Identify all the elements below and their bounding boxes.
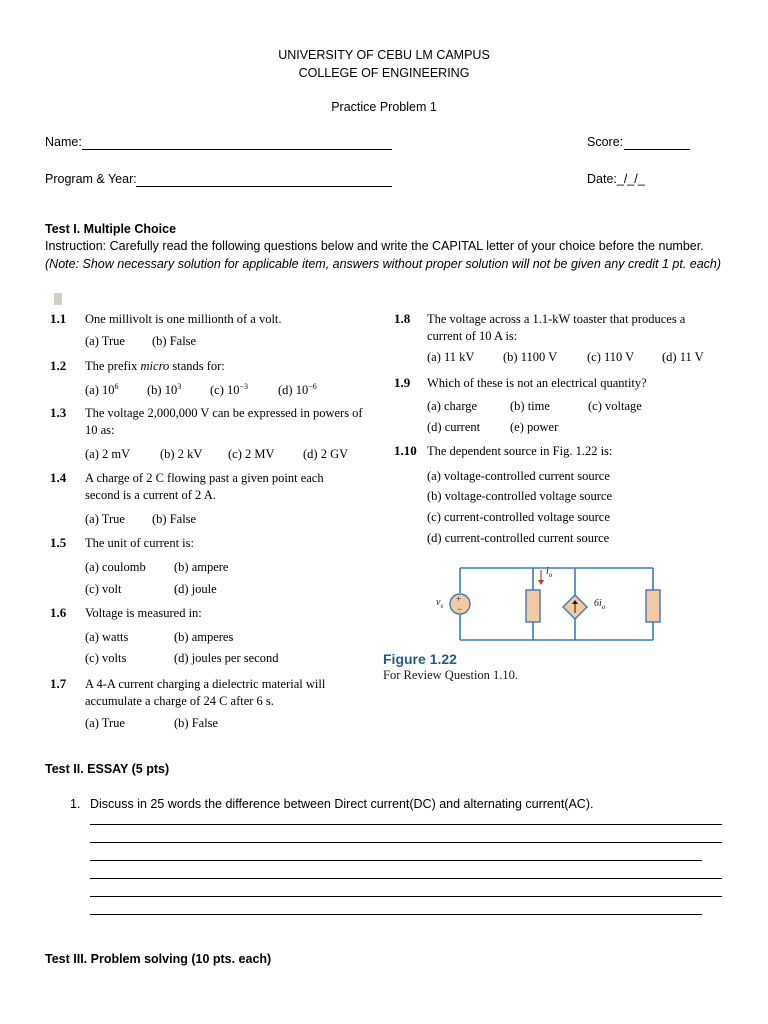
q1-1-option-a: (a) True (85, 334, 125, 348)
test1-note: (Note: Show necessary solution for applicable item, answers without proper solution will not be given any credit 1 pt. each) (45, 257, 722, 271)
q1-4-option-b: (b) False (152, 512, 197, 526)
q1-8-text: The voltage across a 1.1-kW toaster that produces a current of 10 A is: (427, 312, 686, 343)
figure-caption-text: For Review Question 1.10. (383, 668, 519, 682)
q1-2-text: The prefix micro stands for: (85, 359, 225, 373)
source-label: $v_s$ (436, 597, 444, 610)
figure-caption-title: Figure 1.22 (383, 651, 457, 667)
q1-3-option-c: (c) 2 MV (228, 447, 275, 461)
q1-2-option-b: (b) $10^3$ (147, 382, 182, 398)
q1-9-option-a: (a) charge (427, 399, 478, 413)
q1-3-text: The voltage 2,000,000 V can be expressed in powers of 10 as: (85, 406, 363, 437)
q1-10-option-b: (b) voltage-controlled voltage source (427, 489, 612, 503)
q1-3-option-d: (d) 2 GV (303, 447, 349, 461)
q1-9-text: Which of these is not an electrical quantity? (427, 376, 647, 390)
q1-10-option-d: (d) current-controlled current source (427, 531, 610, 545)
q1-2-option-d: (d) $10^{-6}$ (278, 382, 317, 398)
resistor-icon (646, 590, 660, 622)
date-field[interactable]: Date:_/_/_ (587, 172, 645, 186)
q1-5-option-a: (a) coulomb (85, 560, 146, 574)
q1-8-option-a: (a) 11 kV (427, 350, 475, 364)
q1-8-option-d: (d) 11 V (662, 350, 704, 364)
q1-4-option-a: (a) True (85, 512, 125, 526)
score-label: Score: (587, 135, 624, 149)
q1-2-number: 1.2 (50, 358, 67, 373)
dependent-source-label: $6i_o$ (594, 598, 606, 611)
q1-4-text: A charge of 2 C flowing past a given point each second is a current of 2 A. (85, 471, 324, 502)
q1-10-option-c: (c) current-controlled voltage source (427, 510, 610, 524)
test2-item-number: 1. (70, 797, 81, 811)
name-label: Name: (45, 135, 82, 149)
q1-2-option-c: (c) $10^{-3}$ (210, 382, 249, 398)
svg-text:−: − (457, 604, 463, 614)
scan-mark (54, 293, 62, 305)
q1-9-number: 1.9 (394, 375, 411, 390)
q1-5-text: The unit of current is: (85, 536, 194, 550)
test2-heading: Test II. ESSAY (5 pts) (45, 762, 170, 776)
q1-10-text: The dependent source in Fig. 1.22 is: (427, 444, 613, 458)
q1-6-option-d: (d) joules per second (174, 651, 279, 665)
answer-line[interactable] (90, 842, 722, 843)
test2-item-text: Discuss in 25 words the difference between Direct current(DC) and alternating current(AC). (90, 797, 594, 811)
q1-6-text: Voltage is measured in: (85, 606, 202, 620)
answer-line[interactable] (90, 896, 722, 897)
q1-6-option-c: (c) volts (85, 651, 127, 665)
q1-1-number: 1.1 (50, 311, 67, 326)
university-name: UNIVERSITY OF CEBU LM CAMPUS (278, 48, 490, 62)
q1-8-number: 1.8 (394, 311, 411, 326)
q1-9-option-d: (d) current (427, 420, 481, 434)
q1-7-text: A 4-A current charging a dielectric material will accumulate a charge of 24 C after 6 s. (85, 677, 326, 708)
q1-7-option-b: (b) False (174, 716, 219, 730)
program-field[interactable] (136, 186, 392, 187)
q1-9-option-b: (b) time (510, 399, 550, 413)
q1-5-option-c: (c) volt (85, 582, 122, 596)
program-label: Program & Year: (45, 172, 137, 186)
q1-7-number: 1.7 (50, 676, 67, 691)
q1-6-option-a: (a) watts (85, 630, 129, 644)
q1-1-option-b: (b) False (152, 334, 197, 348)
answer-line[interactable] (90, 824, 722, 825)
answer-line[interactable] (90, 914, 702, 915)
q1-6-number: 1.6 (50, 605, 67, 620)
q1-6-option-b: (b) amperes (174, 630, 234, 644)
q1-5-number: 1.5 (50, 535, 67, 550)
q1-8-option-c: (c) 110 V (587, 350, 635, 364)
test3-heading: Test III. Problem solving (10 pts. each) (45, 952, 272, 966)
q1-7-option-a: (a) True (85, 716, 125, 730)
college-name: COLLEGE OF ENGINEERING (298, 66, 470, 80)
q1-3-option-b: (b) 2 kV (160, 447, 203, 461)
answer-line[interactable] (90, 860, 702, 861)
test1-heading: Test I. Multiple Choice (45, 222, 177, 236)
q1-5-option-b: (b) ampere (174, 560, 229, 574)
q1-4-number: 1.4 (50, 470, 67, 485)
score-field[interactable] (624, 149, 690, 150)
q1-1-text: One millivolt is one millionth of a volt. (85, 312, 282, 326)
q1-5-option-d: (d) joule (174, 582, 217, 596)
page-title: Practice Problem 1 (331, 100, 437, 114)
q1-3-number: 1.3 (50, 405, 67, 420)
q1-10-number: 1.10 (394, 443, 417, 458)
q1-9-option-c: (c) voltage (588, 399, 642, 413)
svg-text:+: + (456, 594, 462, 604)
q1-10-option-a: (a) voltage-controlled current source (427, 469, 610, 483)
q1-9-option-e: (e) power (510, 420, 559, 434)
test1-instruction: Instruction: Carefully read the following questions below and write the CAPITAL letter of your choice before the number. (45, 239, 704, 253)
answer-line[interactable] (90, 878, 722, 879)
q1-3-option-a: (a) 2 mV (85, 447, 131, 461)
q1-8-option-b: (b) 1100 V (503, 350, 558, 364)
current-label: $i_o$ (546, 566, 553, 579)
resistor-icon (526, 590, 540, 622)
q1-2-option-a: (a) $10^6$ (85, 382, 119, 398)
name-field[interactable] (82, 149, 392, 150)
